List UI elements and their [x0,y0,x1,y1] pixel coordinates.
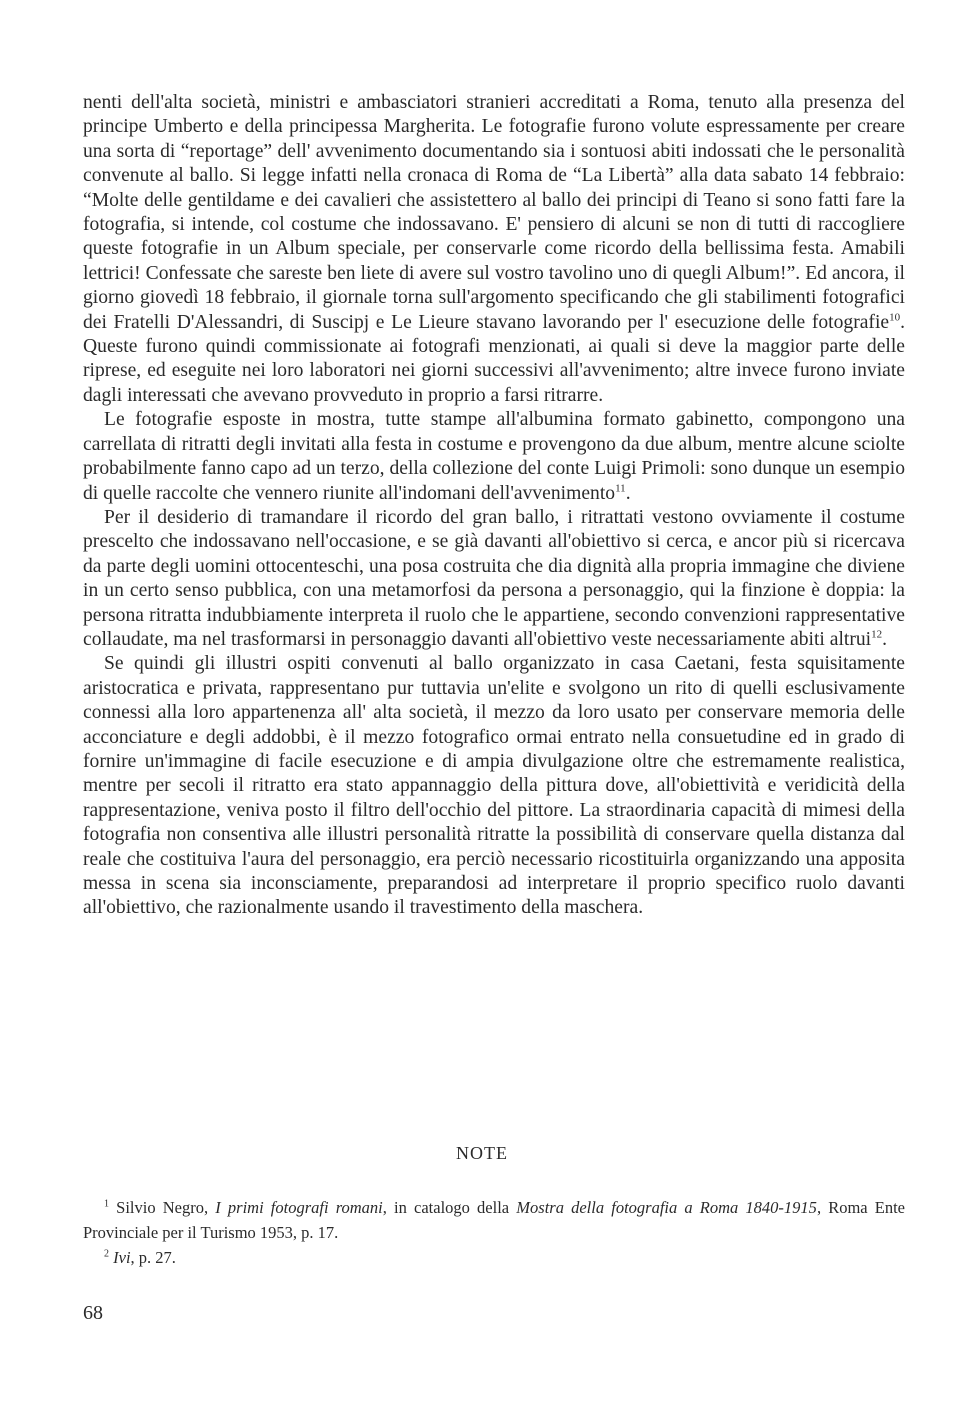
footnote-mid: , in catalogo della [382,1198,517,1217]
footnotes [83,1195,905,1270]
footnote-title: I primi fotografi romani [215,1198,383,1217]
footnote-author: Silvio Negro, [116,1198,216,1217]
footnote-mid: , p. 27. [130,1248,176,1267]
page-number: 68 [83,1302,103,1324]
footnote-ref-11: 11 [615,481,626,494]
paragraph-2-end: . [625,482,631,504]
footnote-2 [83,1245,905,1270]
notes-heading: NOTE [456,1143,508,1163]
body-text [83,91,905,921]
paragraph-1-end: . Queste furono quindi commissionate ai fotografi menzionati, ai quali si deve la maggior parte delle riprese, ed eseguite nei loro laboratori nei giorni successivi all'avvenimento; altre invece furono inviate dagli interessati che avevano provveduto in proprio a farsi ritrarre. [83,311,905,406]
footnote-number: 2 [104,1248,109,1260]
footnote-number: 1 [104,1198,109,1210]
footnote-ref-10: 10 [889,311,901,324]
paragraph-2-text: Le fotografie esposte in mostra, tutte stampe all'albumina formato gabinetto, compongono una carrellata di ritratti degli invitati alla festa in costume e provengono da due album, mentre alcune sciolte probabilmente fanno capo ad un terzo, della collezione del conte Luigi Primoli: sono dunque un esempio di quelle raccolte che vennero riunite all'indomani dell'avvenimento [83,409,905,504]
paragraph-4-text: Se quindi gli illustri ospiti convenuti al ballo organizzato in casa Caetani, festa squisitamente aristocratica e privata, rappresentano pur tuttavia un'elite e svolgono un rito di quelli esclusivamente connessi alla loro appartenenza all' alta società, il mezzo da loro usato per conservare memoria delle acconciature e degli addobbi, è il mezzo fotografico ormai entrato nella consuetudine ed in grado di fornire un'immagine di facile esecuzione e di ampia divulgazione oltre che estremamente realistica, mentre per secoli il ritratto era stato appannaggio della pittura dove, all'obiettività e veridicità della rappresentazione, veniva posto il filtro dell'occhio del pittore. La straordinaria capacità di mimesi della fotografia non consentiva alle illustri personalità ritratte la possibilità di conservare quella distanza dal reale che costituiva l'aura del personaggio, era perciò necessario ricostituirla organizzando una apposita messa in scena sia inconsciamente, preparandosi ad interpretare il proprio specifico ruolo davanti all'obiettivo, che razionalmente usando il travestimento della maschera. [83,653,905,919]
paragraph-1-text: nenti dell'alta società, ministri e ambasciatori stranieri accreditati a Roma, tenuto alla presenza del principe Umberto e della principessa Margherita. Le fotografie furono volute espressamente per creare una sorta di “reportage” dell' avvenimento documentando sia i sontuosi abiti indossati che le personalità convenute al ballo. Si legge infatti nella cronaca di Roma de “La Libertà” alla data sabato 14 febbraio: “Molte delle gentildame e dei cavalieri che assistettero al ballo dei principi di Teano si sono fatti fare la fotografia, si intende, col costume che indossavano. E' pensiero di alcuni se non di tutti di raccogliere queste fotografie in un Album speciale, per conservarle come ricordo della bellissima festa. Amabili lettrici! Confessate che sareste ben liete di avere sul vostro tavolino uno di quegli Album!”. Ed ancora, il giorno giovedì 18 febbraio, il giornale torna sull'argomento specificando che gli stabilimenti fotografici dei Fratelli D'Alessandri, di Suscipj e Le Lieure stavano lavorando per l' esecuzione delle fotografie [83,92,905,333]
footnote-ref-12: 12 [871,628,883,641]
paragraph-1 [83,91,905,408]
footnote-title-2: Mostra della fotografia a Roma 1840-1915 [516,1198,817,1217]
footnote-end: , Roma Ente Provinciale per il Turismo 1953, p. 17. [83,1198,906,1242]
paragraph-3-end: . [882,628,887,650]
footnote-title: Ivi [113,1248,131,1267]
paragraph-3-text: Per il desiderio di tramandare il ricordo del gran ballo, i ritrattati vestono ovviamente il costume prescelto che indossavano nell'occasione, e se già davanti all'obiettivo si cerca, e ancor più si ricercava da parte degli uomini ottocenteschi, una posa costruita che dia dignità alla propria immagine che diviene in un certo senso pubblica, con una metamorfosi da persona a personaggio, qui la finzione è doppia: la persona ritratta indubbiamente interpreta il ruolo che le appartiene, secondo convenzioni rappresentative collaudate, ma nel trasformarsi in personaggio davanti all'obiettivo veste necessariamente abiti altrui [83,506,905,650]
paragraph-2 [83,408,905,506]
footnote-1 [83,1195,905,1245]
paragraph-4 [83,652,905,920]
paragraph-3 [83,506,905,652]
